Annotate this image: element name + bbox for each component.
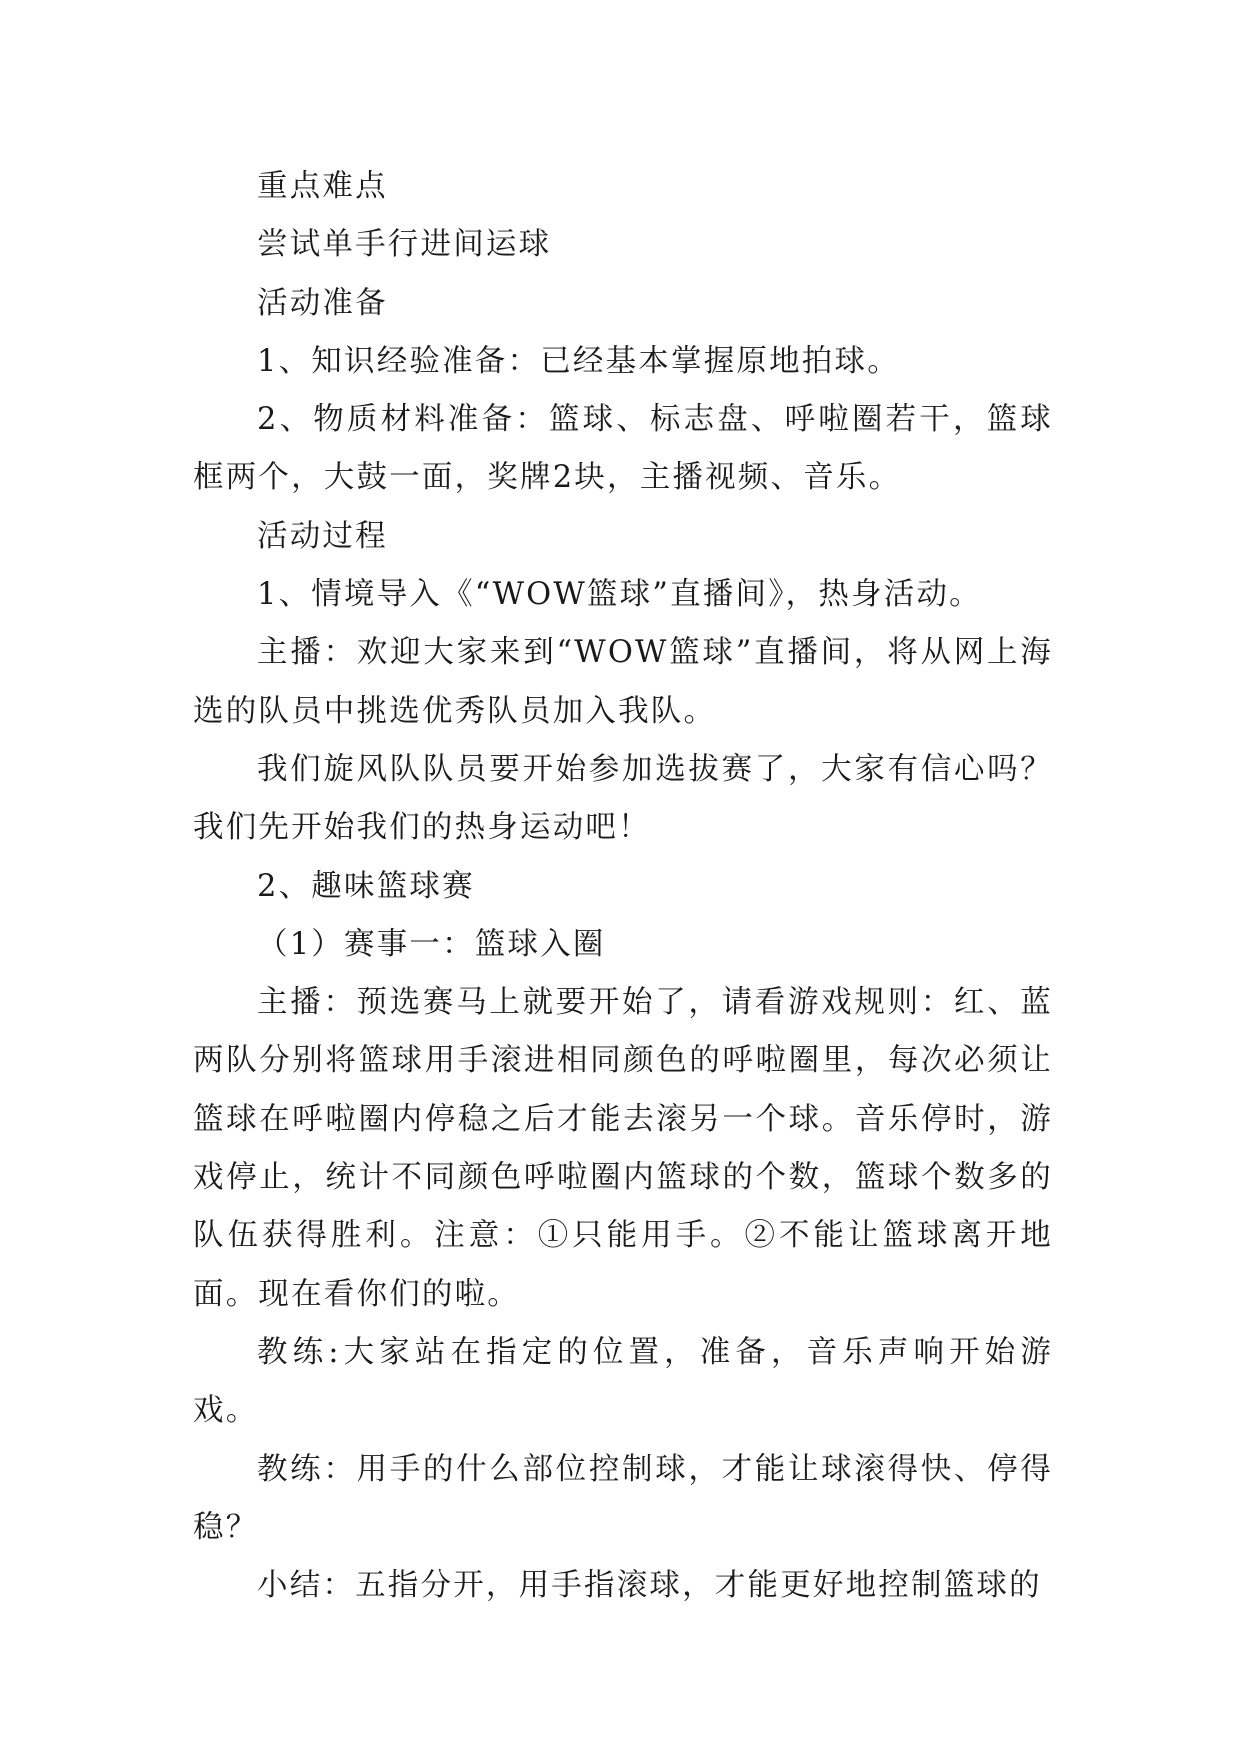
- paragraph-preparation-2: 2、物质材料准备：篮球、标志盘、呼啦圈若干，篮球框两个，大鼓一面，奖牌2块，主播视频、音乐。: [193, 402, 1053, 496]
- heading-event-one: （1）赛事一：篮球入圈: [257, 926, 606, 962]
- heading-key-points: 重点难点: [257, 169, 388, 204]
- paragraph-game-rules: 主播：预选赛马上就要开始了，请看游戏规则：红、蓝两队分别将篮球用手滚进相同颜色的呼啦圈里，每次必须让篮球在呼啦圈内停稳之后才能去滚另一个球。音乐停时，游戏停止，统计不同颜色呼啦圈内篮球的个数，篮球个数多的队伍获得胜利。注意：①只能用手。②不能让篮球离开地面。现在看你们的啦。: [193, 985, 1053, 1312]
- document-body: [193, 158, 1053, 1615]
- paragraph-key-point-text: 尝试单手行进间运球: [257, 227, 552, 263]
- heading-activity-process: 活动过程: [257, 518, 388, 554]
- paragraph-host-welcome: 主播：欢迎大家来到“WOW篮球”直播间，将从网上海选的队员中挑选优秀队员加入我队。: [193, 635, 1053, 729]
- paragraph-preparation-1: 1、知识经验准备：已经基本掌握原地拍球。: [257, 343, 900, 379]
- heading-activity-preparation: 活动准备: [257, 285, 388, 321]
- paragraph-summary: 小结：五指分开，用手指滚球，才能更好地控制篮球的: [257, 1568, 1042, 1604]
- paragraph-warmup: 我们旋风队队员要开始参加选拔赛了，大家有信心吗？我们先开始我们的热身运动吧！: [193, 751, 1053, 846]
- paragraph-coach-start: 教练:大家站在指定的位置，准备，音乐声响开始游戏。: [193, 1334, 1053, 1429]
- paragraph-process-1: 1、情境导入《“WOW篮球”直播间》，热身活动。: [257, 577, 982, 613]
- paragraph-coach-question: 教练：用手的什么部位控制球，才能让球滚得快、停得稳？: [193, 1451, 1053, 1545]
- heading-fun-game: 2、趣味篮球赛: [257, 868, 475, 904]
